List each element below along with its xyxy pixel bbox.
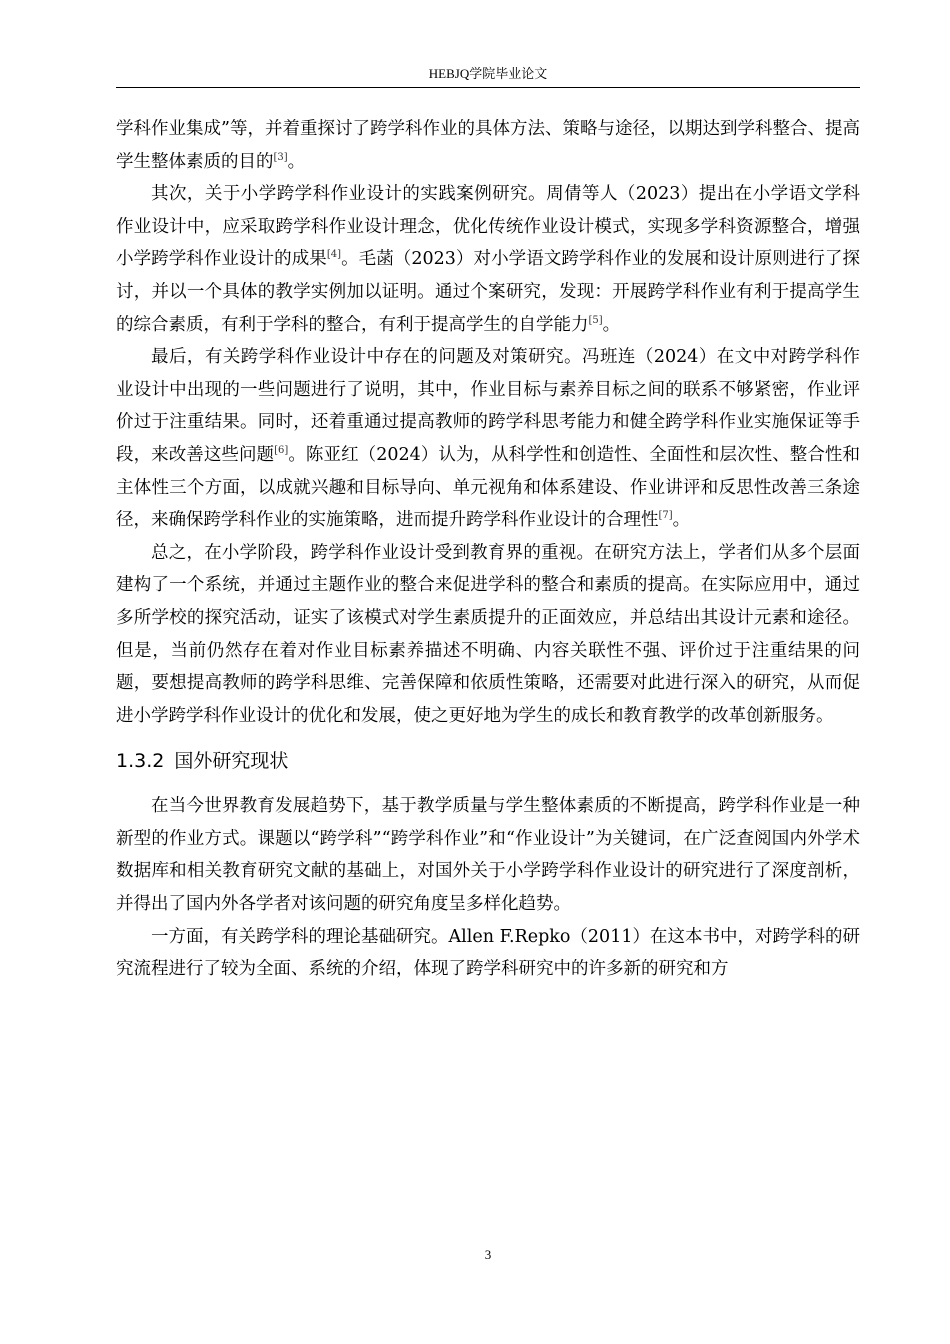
paragraph-text: 。 (602, 314, 621, 335)
running-header: HEBJQ学院毕业论文 (428, 66, 548, 81)
paragraph (116, 178, 860, 341)
paragraph-text: 。陈亚红（2024）认为，从科学性和创造性、全面性和层次性、整合性和主体性三个方面，以成就兴趣和目标导向、单元视角和体系建设、作业讲评和反思性改善三条途径，来确保跨学科作业的实施策略，进而提升跨学科作业设计的合理性 (116, 444, 860, 531)
paragraph-text: 。 (287, 151, 306, 172)
paragraph-text: 。 (672, 510, 691, 531)
paragraph-text: 一方面，有关跨学科的理论基础研究。Allen F.Repko（2011）在这本书中，对跨学科的研究流程进行了较为全面、系统的介绍，体现了跨学科研究中的许多新的研究和方 (116, 926, 860, 980)
section-number: 1.3.2 (116, 750, 165, 773)
header-rule (116, 87, 860, 88)
citation-marker: [7] (658, 510, 673, 522)
citation-marker: [3] (273, 151, 288, 163)
page-number: 3 (484, 1247, 492, 1262)
section-title: 国外研究现状 (174, 750, 289, 773)
paragraph-text: 。毛菡（2023）对小学语文跨学科作业的发展和设计原则进行了探讨，并以一个具体的教学实例加以证明。通过个案研究，发现：开展跨学科作业有利于提高学生的综合素质，有利于学科的整合，有利于提高学生的自学能力 (116, 249, 860, 335)
citation-marker: [6] (274, 444, 289, 456)
paragraphs-after (116, 790, 860, 986)
section-heading (116, 740, 860, 782)
paragraph-text: 学科作业集成”等，并着重探讨了跨学科作业的具体方法、策略与途径，以期达到学科整合、提高学生整体素质的目的 (116, 119, 860, 172)
citation-marker: [5] (588, 314, 603, 326)
paragraph (116, 537, 860, 733)
citation-marker: [4] (326, 249, 342, 261)
paragraph (116, 921, 860, 986)
paragraph-text: 最后，有关跨学科作业设计中存在的问题及对策研究。冯班连（2024）在文中对跨学科作业设计中出现的一些问题进行了说明，其中，作业目标与素养目标之间的联系不够紧密，作业评价过于注重结果。同时，还着重通过提高教师的跨学科思考能力和健全跨学科作业实施保证等手段，来改善这些问题 (116, 347, 860, 465)
paragraph-text: 其次，关于小学跨学科作业设计的实践案例研究。周倩等人（2023）提出在小学语文学科作业设计中，应采取跨学科作业设计理念，优化传统作业设计模式，实现多学科资源整合，增强小学跨学科作业设计的成果 (116, 184, 860, 270)
paragraph (116, 341, 860, 537)
paragraph (116, 113, 860, 178)
paragraphs-before (116, 113, 860, 732)
paragraph (116, 790, 860, 920)
paragraph-text: 在当今世界教育发展趋势下，基于教学质量与学生整体素质的不断提高，跨学科作业是一种新型的作业方式。课题以“跨学科”“跨学科作业”和“作业设计”为关键词，在广泛查阅国内外学术数据库和相关教育研究文献的基础上，对国外关于小学跨学科作业设计的研究进行了深度剖析，并得出了国内外各学者对该问题的研究角度呈多样化趋势。 (116, 796, 860, 915)
body-text (116, 113, 860, 986)
paragraph-text: 总之，在小学阶段，跨学科作业设计受到教育界的重视。在研究方法上，学者们从多个层面建构了一个系统，并通过主题作业的整合来促进学科的整合和素质的提高。在实际应用中，通过多所学校的探究活动，证实了该模式对学生素质提升的正面效应，并总结出其设计元素和途径。但是，当前仍然存在着对作业目标素养描述不明确、内容关联性不强、评价过于注重结果的问题，要想提高教师的跨学科思维、完善保障和依质性策略，还需要对此进行深入的研究，从而促进小学跨学科作业设计的优化和发展，使之更好地为学生的成长和教育教学的改革创新服务。 (116, 542, 860, 726)
